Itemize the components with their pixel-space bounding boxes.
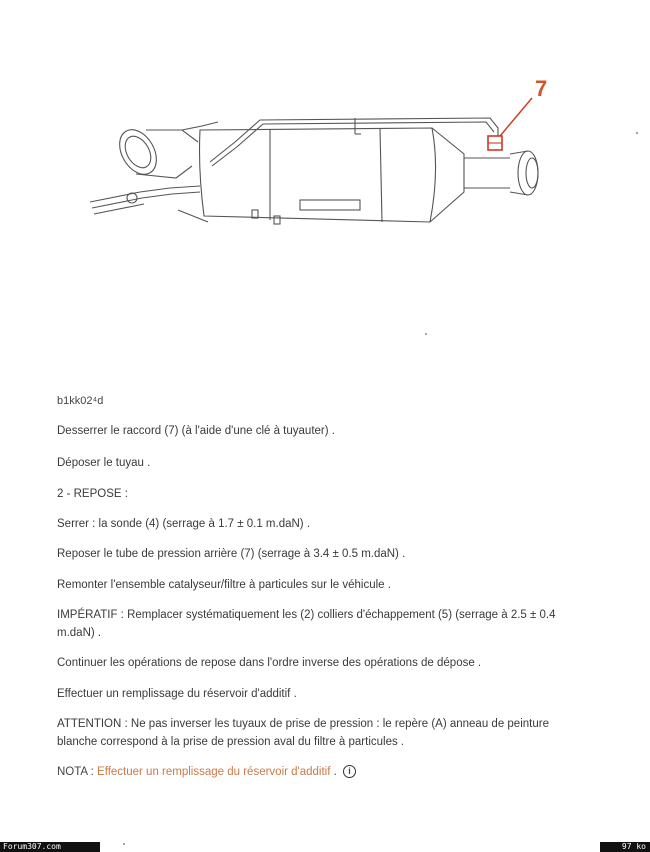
figure-id: b1kk02⁴d [57, 395, 104, 407]
inlet-flange-inner [120, 132, 156, 172]
instruction-step-5: Remonter l'ensemble catalyseur/filtre à particules sur le véhicule . [57, 579, 391, 591]
instruction-step-2: Déposer le tuyau . [57, 457, 151, 469]
instruction-step-4: Reposer le tube de pression arrière (7) (serrage à 3.4 ± 0.5 m.daN) . [57, 548, 406, 560]
footer-file-size: 97 ko [600, 842, 650, 852]
lower-pipes [90, 186, 200, 214]
inlet-flange [112, 123, 164, 181]
nota-line [57, 763, 577, 781]
nota-label: NOTA : [57, 766, 98, 778]
section-heading: 2 - REPOSE : [57, 488, 128, 500]
exhaust-filter-diagram [80, 70, 580, 240]
instruction-step-1: Desserrer le raccord (7) (à l'aide d'une clé à tuyauter) . [57, 425, 335, 437]
body-label-plate [300, 200, 360, 210]
info-icon[interactable]: i [343, 765, 356, 778]
imperatif-line-2: m.daN) . [57, 627, 102, 639]
nota-link-text[interactable]: Effectuer un remplissage du réservoir d'additif [97, 766, 331, 778]
instruction-step-6: Continuer les opérations de repose dans l'ordre inverse des opérations de dépose . [57, 657, 482, 669]
footer-site-label: Forum307.com [0, 842, 100, 852]
callout-number-7: 7 [535, 76, 548, 101]
instruction-step-3: Serrer : la sonde (4) (serrage à 1.7 ± 0.1 m.daN) . [57, 518, 311, 530]
inlet-pipe [136, 130, 198, 178]
attention-line-2: blanche correspond à la prise de pression aval du filtre à particules . [57, 736, 405, 748]
instruction-step-7: Effectuer un remplissage du réservoir d'additif . [57, 688, 297, 700]
pressure-tube [210, 118, 498, 162]
imperatif-line-1: IMPÉRATIF : Remplacer systématiquement les (2) colliers d'échappement (5) (serrage à 2.5 ± 0.4 [57, 609, 556, 621]
nota-suffix: . [330, 766, 337, 778]
scan-speck [123, 843, 125, 845]
scan-speck [425, 333, 427, 335]
outlet-pipe [464, 158, 510, 188]
attention-line-1: ATTENTION : Ne pas inverser les tuyaux de prise de pression : le repère (A) anneau de peinture [57, 718, 549, 730]
callout-leader [500, 98, 532, 136]
outlet-flange [518, 151, 538, 195]
scan-speck [636, 132, 638, 134]
